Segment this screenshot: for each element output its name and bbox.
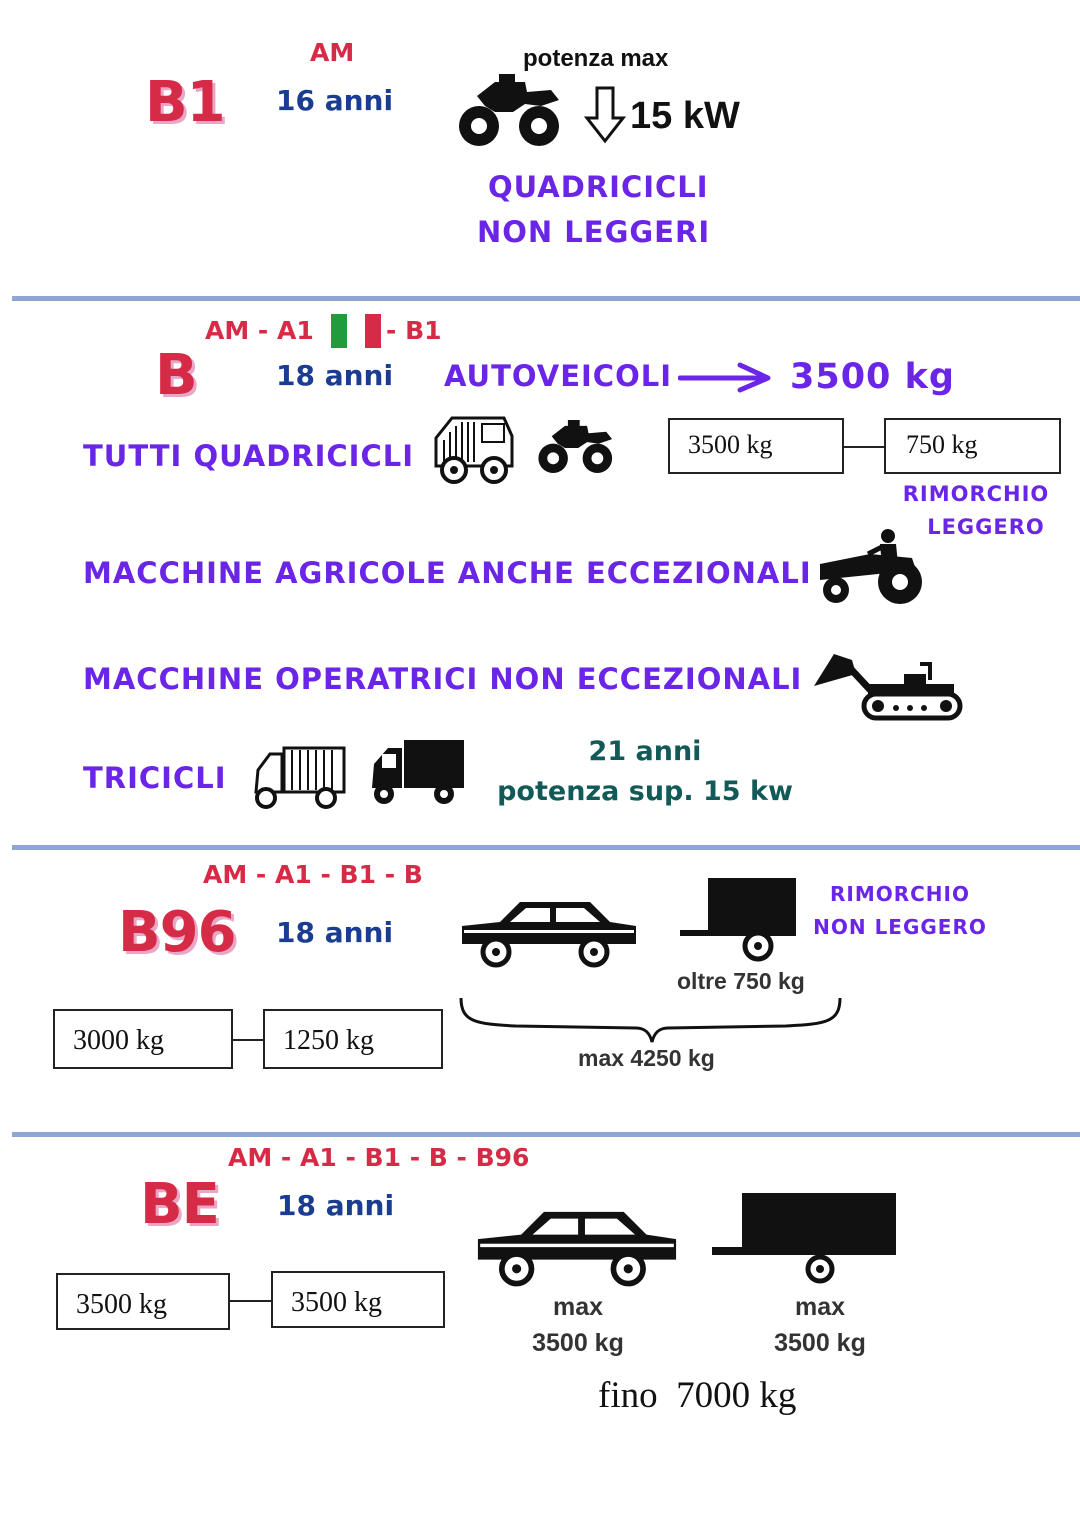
be-box-vehicle: 3500 kg [56,1273,230,1330]
b-includes-b: - B1 [386,316,442,345]
b96-trailer-line1: RIMORCHIO [829,882,970,906]
microcar-icon [430,412,518,484]
be-trailer-max: max [794,1293,846,1321]
b-operatrici: MACCHINE OPERATRICI NON ECCEZIONALI [83,662,803,696]
be-total: fino 7000 kg [598,1375,797,1416]
b96-total: max 4250 kg [578,1045,715,1071]
b-tricicli: TRICICLI [83,761,227,795]
b-trailer-line2: LEGGERO [927,515,1045,539]
section-separator [12,845,1080,850]
b-agricole: MACCHINE AGRICOLE ANCHE ECCEZIONALI [83,556,812,590]
b-trailer-line1: RIMORCHIO [902,482,1050,506]
box-connector [844,446,885,448]
box-connector [233,1039,263,1041]
b-quadricicli: TUTTI QUADRICICLI [83,439,415,473]
license-code-b: B [155,343,197,408]
b96-trailer-line2: NON LEGGERO [813,915,987,939]
italy-flag-icon [331,314,381,348]
b96-box-trailer: 1250 kg [263,1009,443,1069]
be-trailer-caption [742,1289,898,1361]
atv-icon [533,420,619,476]
b-tricicli-power: potenza sup. 15 kw [497,776,793,807]
b-box-vehicle: 3500 kg [668,418,844,474]
section-separator [12,1132,1080,1137]
b1-age: 16 anni [276,84,394,117]
be-includes: AM - A1 - B1 - B - B96 [228,1143,530,1172]
be-car-caption [500,1289,656,1361]
license-code-be: BE [140,1172,219,1237]
down-arrow-icon [584,86,626,144]
b96-trailer-weight: oltre 750 kg [677,968,805,994]
license-code-b1: B1 [145,70,225,135]
brace-icon [456,994,846,1046]
b1-vehicles-line2: NON LEGGERI [477,215,711,249]
trailer-icon [680,878,798,964]
arrow-right-icon [678,361,773,393]
tricycle-van-icon [252,742,348,812]
b96-includes: AM - A1 - B1 - B [203,860,423,889]
b-age: 18 anni [276,359,394,392]
b-tricicli-age: 21 anni [588,736,702,767]
trailer-icon [712,1193,898,1285]
b96-age: 18 anni [276,916,394,949]
be-car-weight: 3500 kg [532,1329,624,1357]
box-connector [230,1300,272,1302]
b-weight: 3500 kg [790,357,955,397]
b1-power-label: potenza max [523,45,669,72]
license-code-b96: B96 [118,900,236,965]
be-box-trailer: 3500 kg [271,1271,445,1328]
b-autoveicoli: AUTOVEICOLI [444,359,673,393]
be-trailer-weight: 3500 kg [774,1329,866,1357]
b-tricicli-requirements [470,732,820,812]
atv-icon [455,74,565,150]
excavator-icon [812,650,964,722]
b96-trailer-label [810,878,990,944]
b1-includes: AM [310,38,355,67]
b1-power-value: 15 kW [630,95,740,137]
b1-vehicles-line1: QUADRICICLI [488,170,709,204]
be-car-max: max [552,1293,604,1321]
section-separator [12,296,1080,301]
tricycle-van-icon [368,738,466,808]
car-icon [474,1205,680,1287]
b-includes-a: AM - A1 [205,316,314,345]
be-age: 18 anni [277,1189,395,1222]
car-icon [460,896,638,968]
tractor-icon [816,524,926,608]
b-box-trailer: 750 kg [884,418,1061,474]
b96-box-vehicle: 3000 kg [53,1009,233,1069]
